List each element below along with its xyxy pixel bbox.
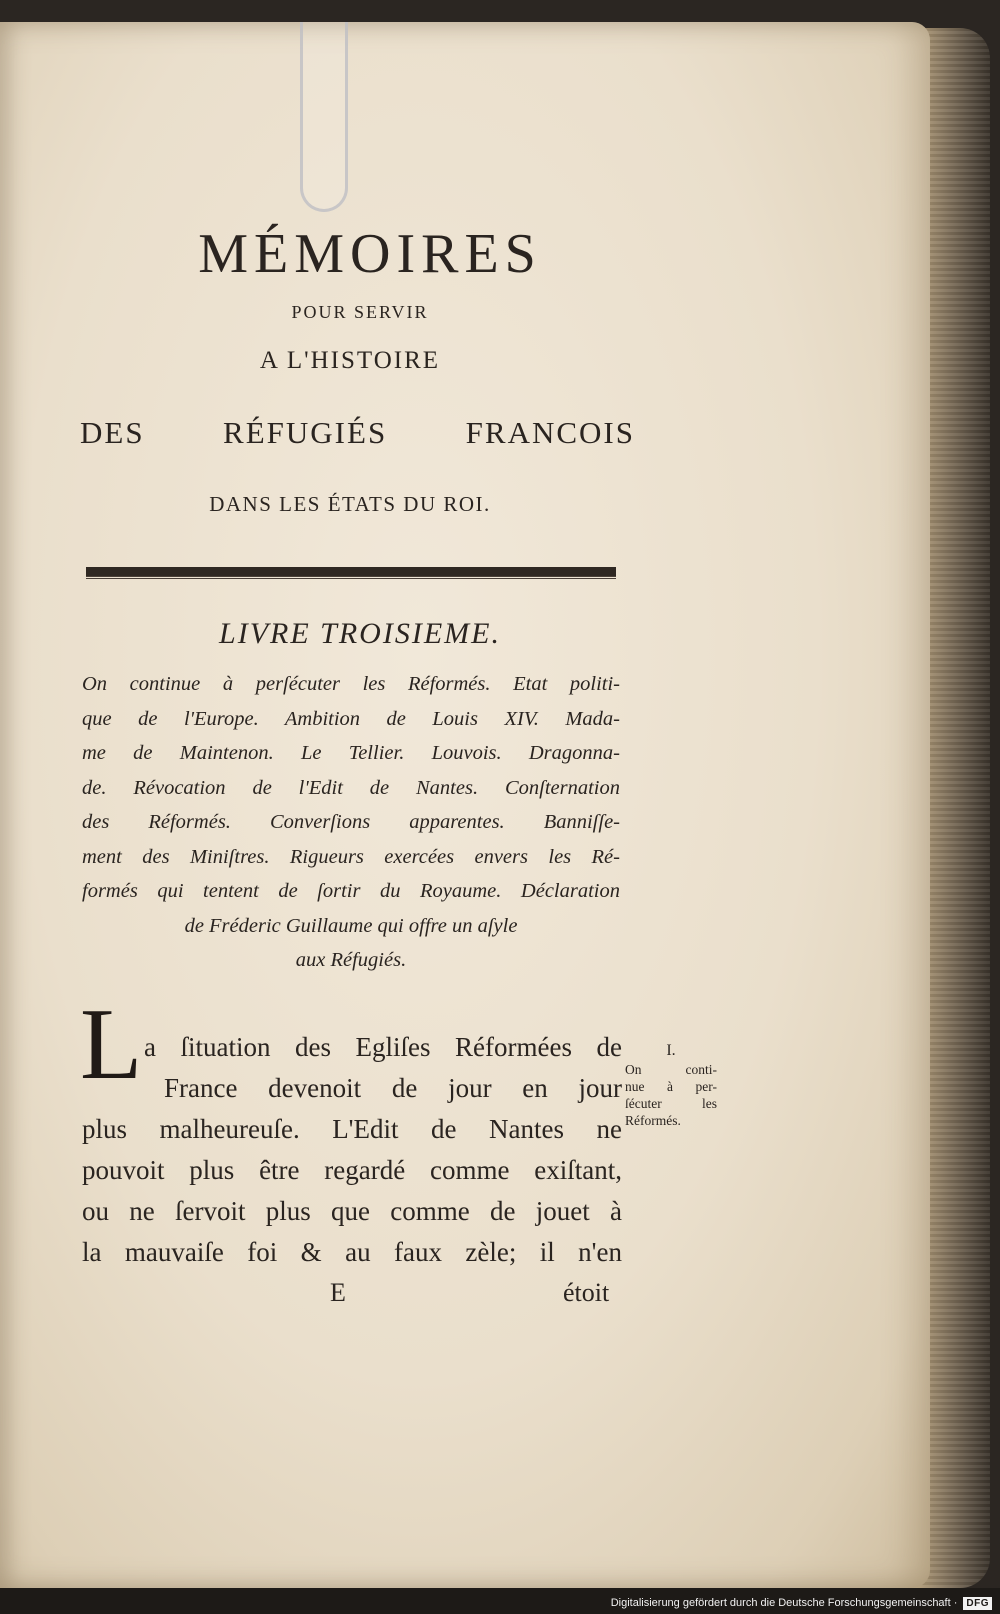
- drop-cap: L: [80, 988, 143, 1101]
- body-line: la mauvaiſe foi & au faux zèle; il n'en: [82, 1237, 622, 1267]
- subtitle-line-2: A L'HISTOIRE: [259, 347, 441, 374]
- body-line: plus malheureuſe. L'Edit de Nantes ne: [82, 1114, 622, 1144]
- divider-rule-thin: [86, 578, 616, 579]
- dfg-logo-icon: DFG: [963, 1597, 992, 1610]
- body-line: a ſituation des Egliſes Réformées de: [144, 1032, 622, 1062]
- page-title: MÉMOIRES: [198, 223, 542, 285]
- margin-note-line: Réformés.: [625, 1113, 681, 1128]
- subtitle-line-3: DES RÉFUGIÉS FRANCOIS: [80, 415, 635, 450]
- margin-note-line: ſécuter les: [625, 1096, 717, 1111]
- body-line: pouvoit plus être regardé comme exiſtant,: [82, 1155, 622, 1185]
- footer-text: Digitalisierung gefördert durch die Deutsche Forschungsgemeinschaft ·: [610, 1597, 958, 1609]
- subtitle-line-1: POUR SERVIR: [291, 302, 429, 322]
- book-page: [0, 22, 930, 1588]
- signature-mark: E: [330, 1278, 346, 1307]
- summary-line: de Fréderic Guillaume qui offre un aſyle: [184, 914, 518, 937]
- margin-note-line: On conti-: [625, 1062, 717, 1077]
- book-heading: LIVRE TROISIEME.: [219, 617, 501, 650]
- summary-line: que de l'Europe. Ambition de Louis XIV. Mada-: [82, 707, 620, 730]
- body-line: France devenoit de jour en jour: [164, 1073, 622, 1103]
- summary-line: de. Révocation de l'Edit de Nantes. Conſternation: [82, 776, 620, 799]
- chapter-summary: [82, 667, 620, 978]
- margin-note-line: nue à per-: [625, 1079, 717, 1094]
- summary-line: ment des Miniſtres. Rigueurs exercées envers les Ré-: [82, 845, 620, 868]
- summary-line: des Réformés. Converſions apparentes. Banniſſe-: [82, 811, 620, 833]
- summary-line: formés qui tentent de ſortir du Royaume. Déclaration: [82, 880, 620, 902]
- paper-clip-icon: [300, 22, 348, 212]
- digitization-footer: [611, 1594, 992, 1612]
- subtitle-line-4: DANS LES ÉTATS DU ROI.: [209, 492, 491, 516]
- margin-note: [625, 1042, 717, 1129]
- summary-line: me de Maintenon. Le Tellier. Louvois. Dragonna-: [82, 742, 620, 764]
- summary-line: On continue à perſécuter les Réformés. Etat politi-: [82, 673, 620, 695]
- divider-rule: [86, 567, 616, 577]
- catchword: étoit: [563, 1278, 610, 1307]
- body-line: ou ne ſervoit plus que comme de jouet à: [82, 1196, 622, 1226]
- summary-line: aux Réfugiés.: [295, 949, 407, 971]
- body-text: [82, 1027, 622, 1273]
- margin-note-number: I.: [666, 1042, 676, 1059]
